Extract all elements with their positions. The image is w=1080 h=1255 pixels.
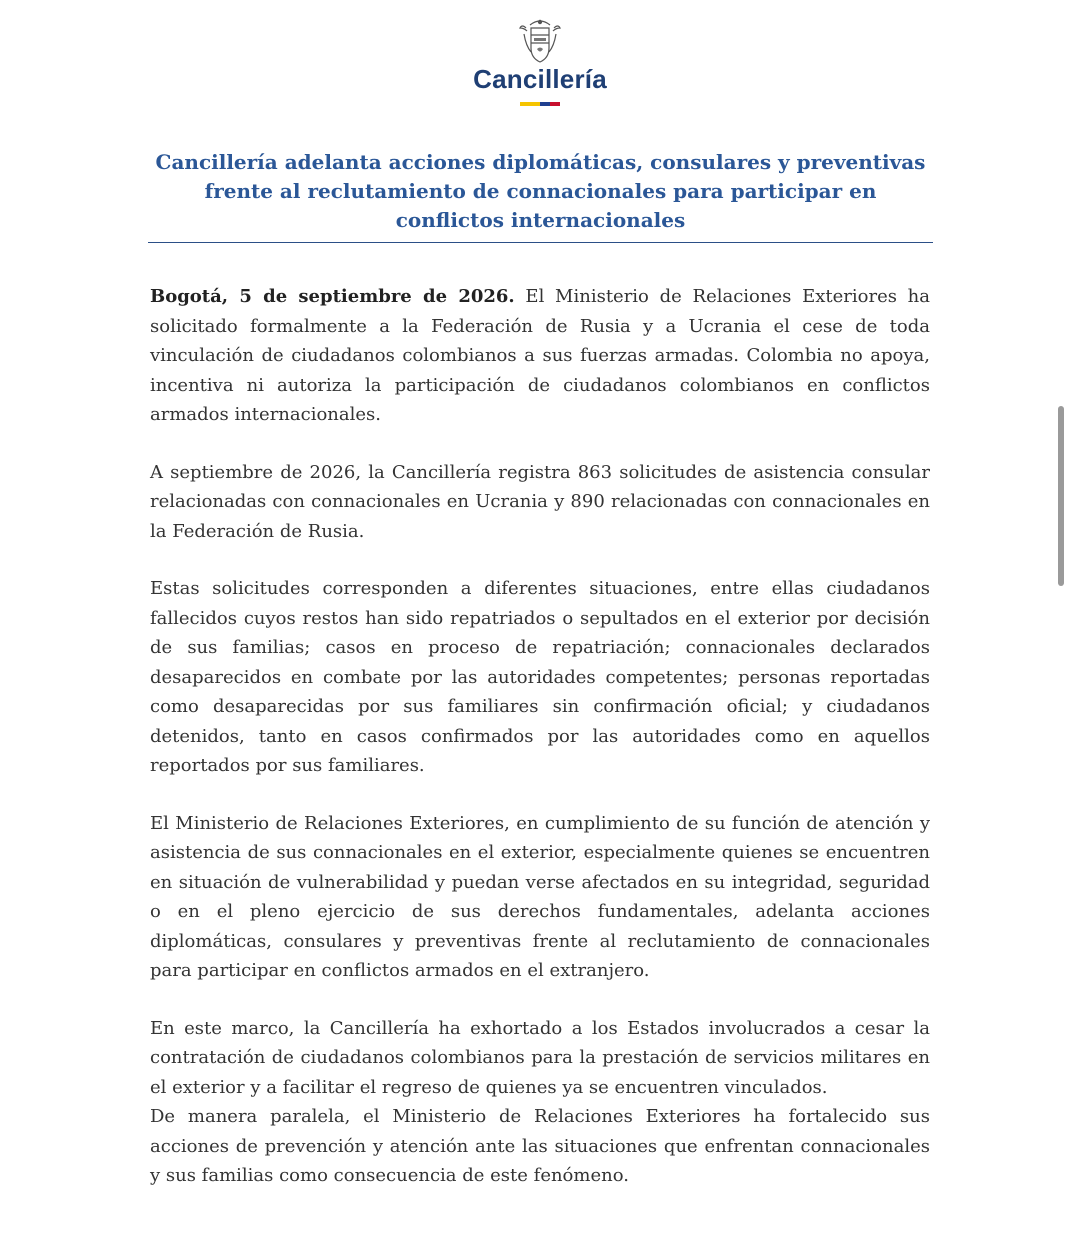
vertical-scrollbar[interactable] [1058,406,1064,586]
page-header [0,10,1080,106]
title-divider [148,242,933,243]
paragraph-1 [150,282,930,430]
paragraph-3: Estas solicitudes corresponden a diferentes situaciones, entre ellas ciudadanos fallecidos cuyos restos han sido repatriados o sepultados en el exterior por decisión de sus familias; casos en proceso de repatriación; connacionales declarados desaparecidos en combate por las autoridades competentes; personas reportadas como desaparecidas por sus familiares sin confirmación oficial; y ciudadanos detenidos, tanto en casos confirmados por las autoridades como en aquellos reportados por sus familiares. [150,578,930,776]
dateline: Bogotá, 5 de septiembre de 2026. [150,286,515,307]
colombia-coat-of-arms-icon [518,16,562,64]
press-release-body [150,282,930,1191]
press-release-title: Cancillería adelanta acciones diplomáticas, consulares y preventivas frente al reclutamiento de connacionales para participar en conflictos internacionales [155,150,926,232]
paragraph-1-text: El Ministerio de Relaciones Exteriores ha solicitado formalmente a la Federación de Rusia y a Ucrania el cese de toda vinculación de ciudadanos colombianos a sus fuerzas armadas. Colombia no apoya, incentiva ni autoriza la participación de ciudadanos colombianos en conflictos armados internacionales. [150,286,930,425]
paragraph-5: En este marco, la Cancillería ha exhortado a los Estados involucrados a cesar la contratación de ciudadanos colombianos para la prestación de servicios militares en el exterior y a facilitar el regreso de quienes ya se encuentren vinculados. [150,1017,930,1098]
paragraph-6: De manera paralela, el Ministerio de Relaciones Exteriores ha fortalecido sus acciones de prevención y atención ante las situaciones que enfrentan connacionales y sus familias como consecuencia de este fenómeno. [150,1106,930,1186]
paragraph-4: El Ministerio de Relaciones Exteriores, en cumplimiento de su función de atención y asistencia de sus connacionales en el exterior, especialmente quienes se encuentren en situación de vulnerabilidad y puedan verse afectados en su integridad, seguridad o en el pleno ejercicio de sus derechos fundamentales, adelanta acciones diplomáticas, consulares y preventivas frente al reclutamiento de connacionales para participar en conflictos armados en el extranjero. [150,812,930,981]
paragraph-2: A septiembre de 2026, la Cancillería registra 863 solicitudes de asistencia consular relacionadas con connacionales en Ucrania y 890 relacionadas con connacionales en la Federación de Rusia. [150,461,930,542]
brand-name: Cancillería [473,64,607,94]
flag-stripe [520,102,560,106]
